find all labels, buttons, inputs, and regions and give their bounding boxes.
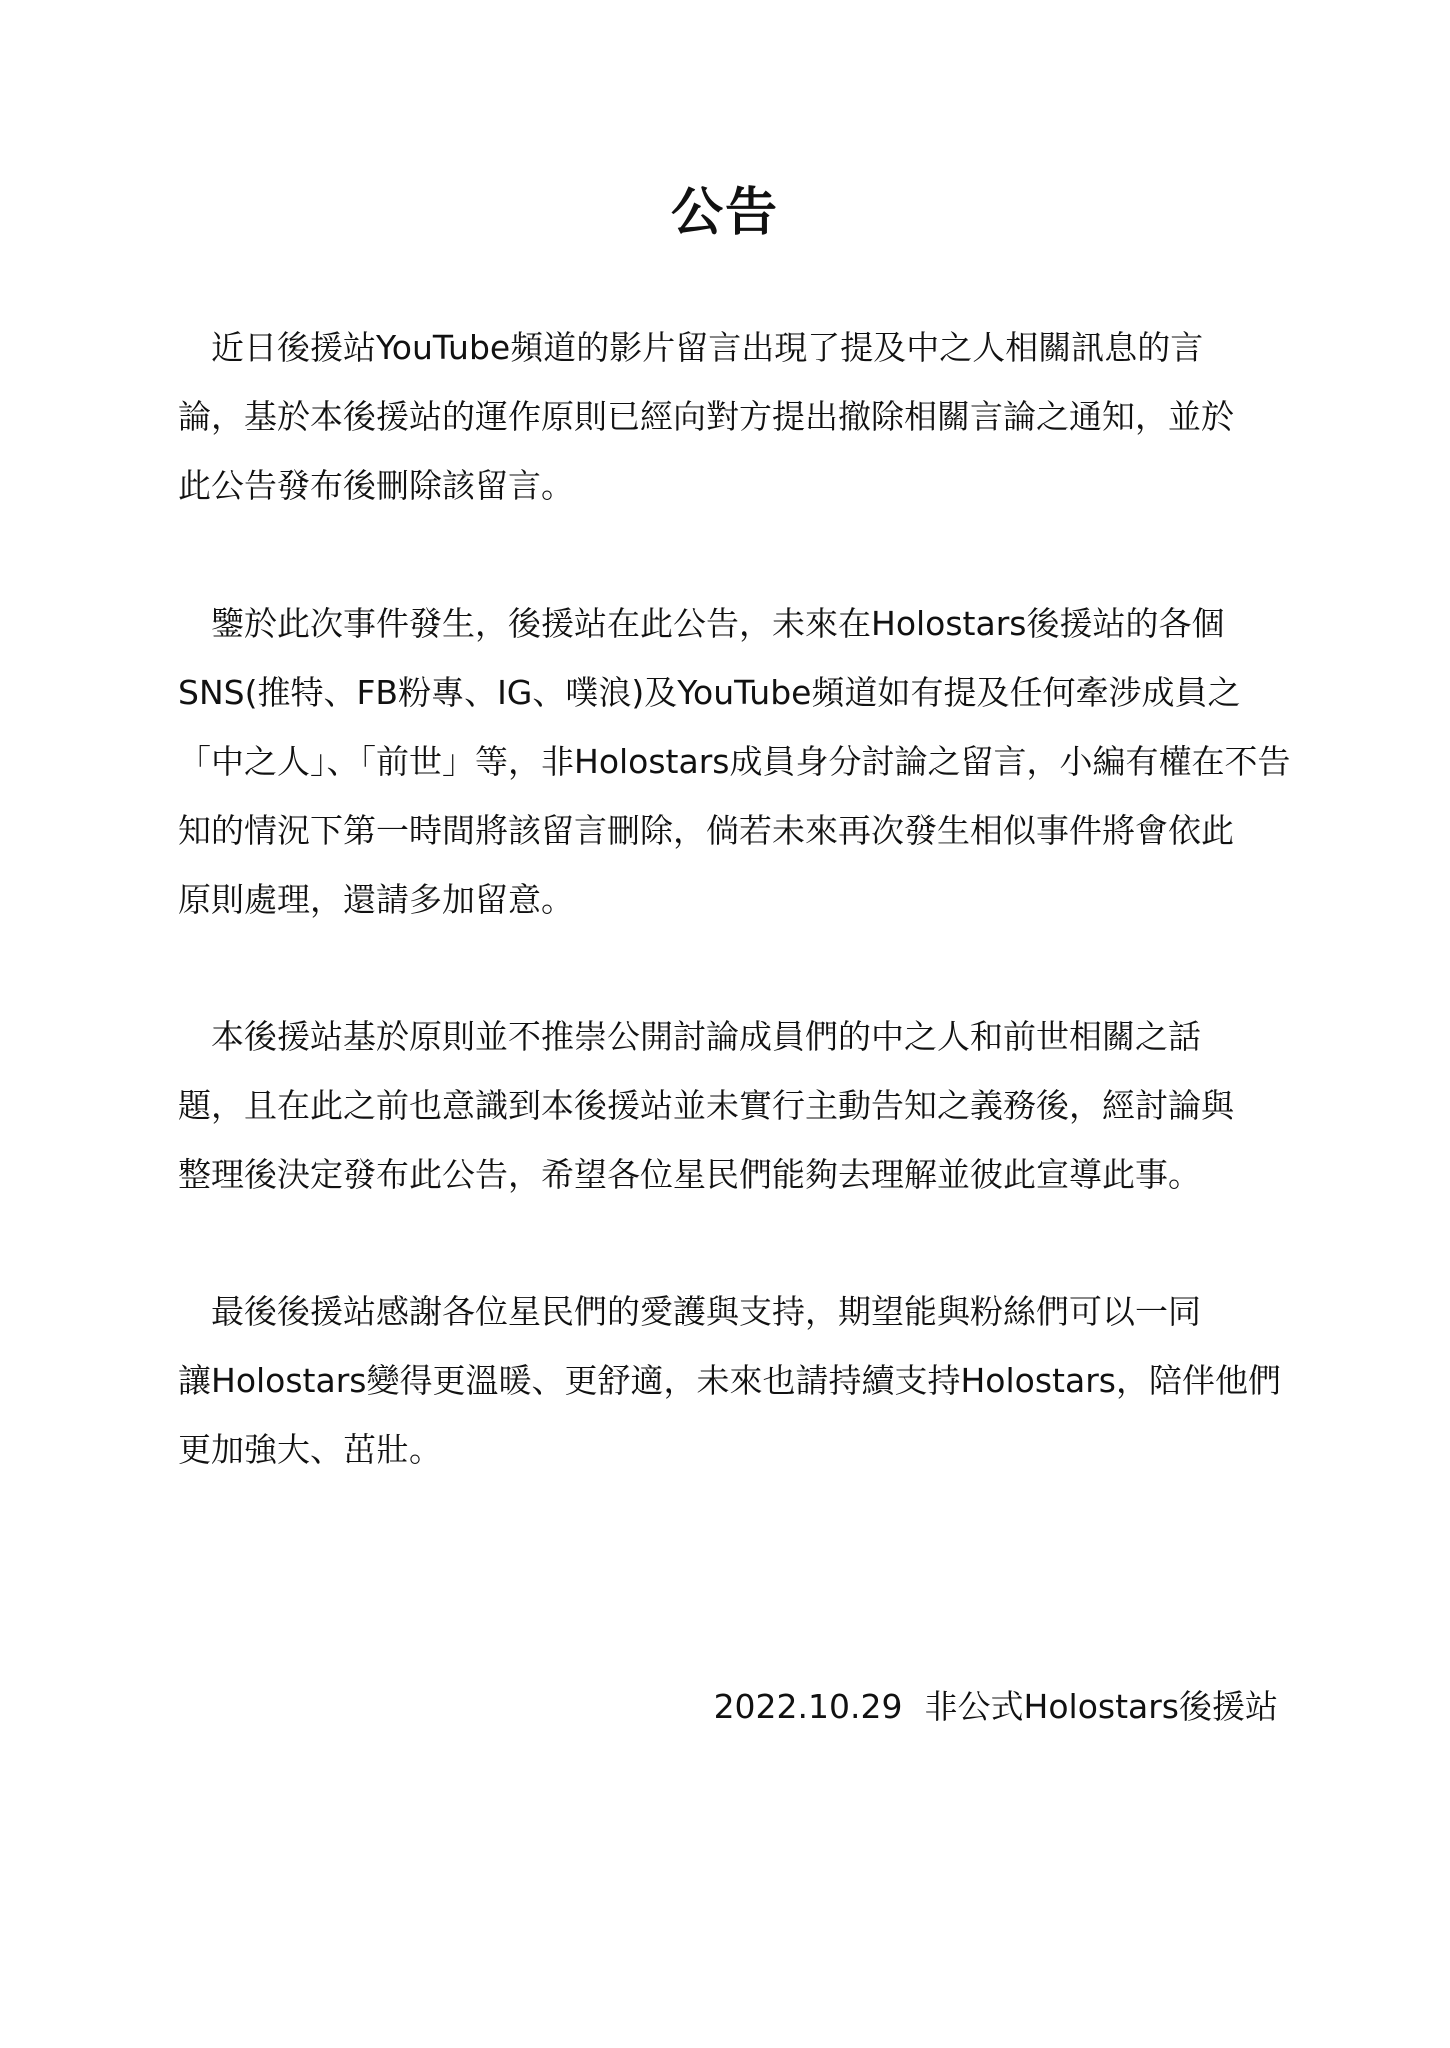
paragraph-3 <box>178 1002 1278 1209</box>
paragraph-line: 更加強大、茁壯。 <box>178 1430 442 1469</box>
signature <box>714 1685 1278 1729</box>
paragraph-line: 鑒於此次事件發生，後援站在此公告，未來在Holostars後援站的各個 <box>178 604 1225 643</box>
paragraph-line: 原則處理，還請多加留意。 <box>178 880 574 919</box>
paragraph-line: SNS(推特、FB粉專、IG、噗浪)及YouTube頻道如有提及任何牽涉成員之 <box>178 673 1241 712</box>
paragraph-line: 近日後援站YouTube頻道的影片留言出現了提及中之人相關訊息的言 <box>178 328 1204 367</box>
paragraph-4 <box>178 1277 1281 1484</box>
paragraph-line: 此公告發布後刪除該留言。 <box>178 466 574 505</box>
paragraph-line: 「中之人」、「前世」等，非Holostars成員身分討論之留言，小編有權在不告 <box>178 742 1291 781</box>
paragraph-1 <box>178 313 1278 520</box>
paragraph-line: 本後援站基於原則並不推崇公開討論成員們的中之人和前世相關之話 <box>178 1017 1201 1056</box>
paragraph-line: 知的情況下第一時間將該留言刪除，倘若未來再次發生相似事件將會依此 <box>178 811 1234 850</box>
paragraph-line: 整理後決定發布此公告，希望各位星民們能夠去理解並彼此宣導此事。 <box>178 1155 1201 1194</box>
paragraph-line: 論，基於本後援站的運作原則已經向對方提出撤除相關言論之通知，並於 <box>178 397 1234 436</box>
page-title: 公告 <box>670 183 779 243</box>
signature-organization: 非公式Holostars後援站 <box>924 1687 1278 1726</box>
paragraph-2 <box>178 589 1291 934</box>
paragraph-line: 最後後援站感謝各位星民們的愛護與支持，期望能與粉絲們可以一同 <box>178 1292 1201 1331</box>
paragraph-line: 題，且在此之前也意識到本後援站並未實行主動告知之義務後，經討論與 <box>178 1086 1234 1125</box>
paragraph-line: 讓Holostars變得更溫暖、更舒適，未來也請持續支持Holostars，陪伴他們 <box>178 1361 1281 1400</box>
signature-date: 2022.10.29 <box>713 1687 903 1726</box>
